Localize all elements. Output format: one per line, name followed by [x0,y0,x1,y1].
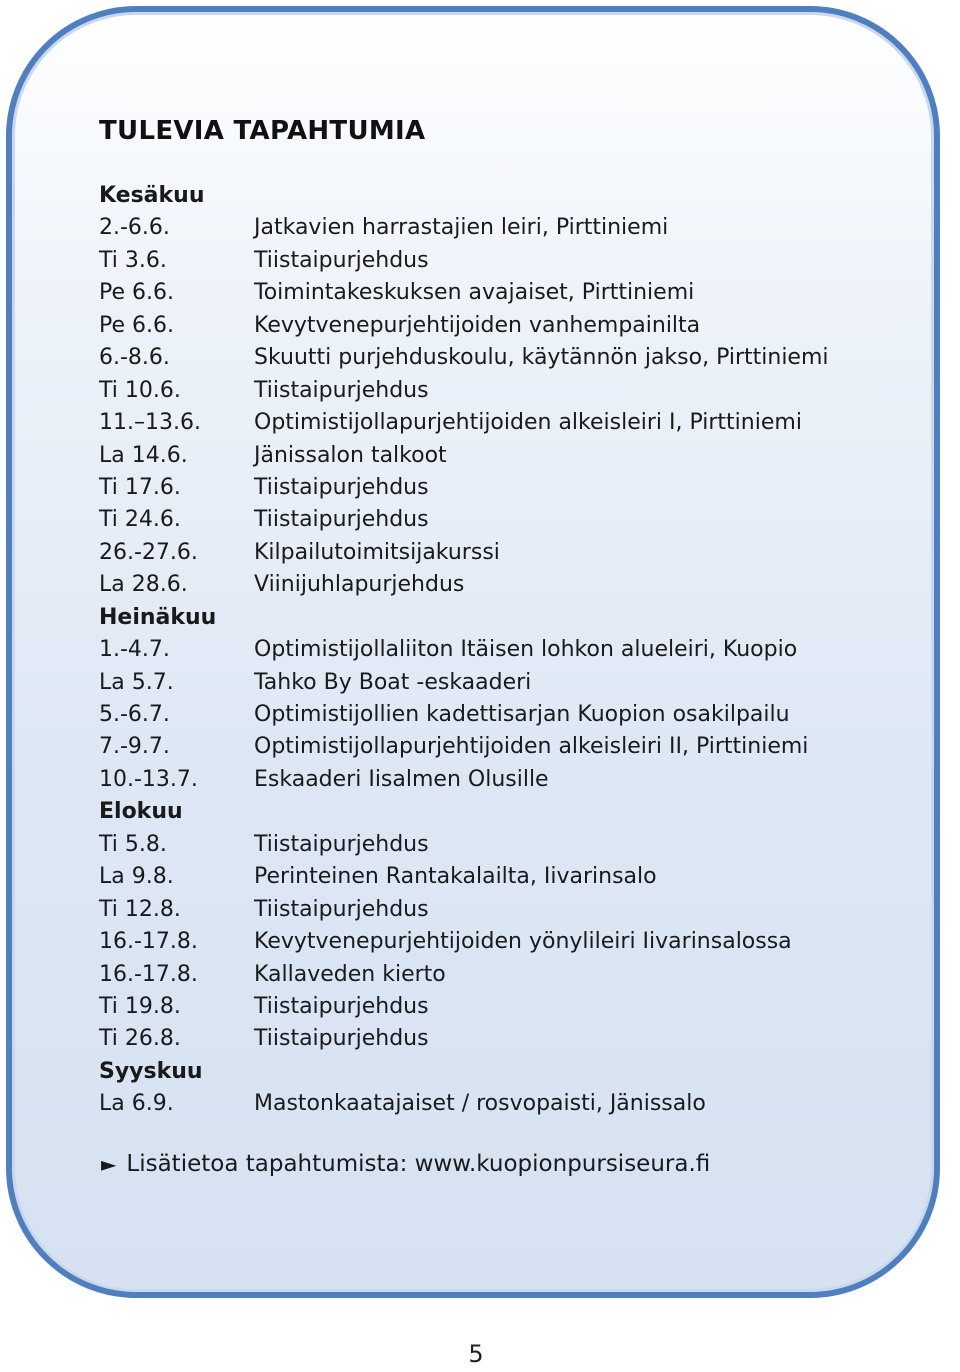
event-date: La 9.8. [99,864,174,890]
event-row [99,440,899,472]
month-heading [99,796,899,828]
event-row [99,212,899,244]
event-row [99,764,899,796]
event-title: Kevytvenepurjehtijoiden yönylileiri Iivarinsalossa [254,929,792,955]
event-title: Tahko By Boat -eskaaderi [254,669,532,695]
event-row [99,1088,899,1120]
event-date: Ti 3.6. [99,247,167,273]
event-title: Eskaaderi Iisalmen Olusille [254,766,549,792]
event-date: Ti 19.8. [99,993,181,1019]
more-info-url[interactable]: www.kuopionpursiseura.fi [414,1151,711,1177]
event-title: Viinijuhlapurjehdus [254,572,465,598]
event-row [99,310,899,342]
event-date: Ti 17.6. [99,474,181,500]
event-date: La 14.6. [99,442,188,468]
event-title: Kevytvenepurjehtijoiden vanhempainilta [254,312,701,338]
event-date: La 5.7. [99,669,174,695]
event-title: Tiistaipurjehdus [254,1026,429,1052]
month-name: Kesäkuu [99,183,205,208]
triangle-right-icon: ► [101,1152,117,1176]
month-name: Elokuu [99,799,183,825]
month-heading [99,1056,899,1088]
event-date: Ti 12.8. [99,896,181,922]
month-heading [99,602,899,634]
event-row [99,472,899,504]
event-row [99,829,899,861]
month-heading [99,180,899,212]
event-row [99,699,899,731]
event-title: Perinteinen Rantakalailta, Iivarinsalo [254,864,657,890]
event-date: 6.-8.6. [99,345,170,371]
event-date: Ti 26.8. [99,1026,181,1052]
event-date: La 28.6. [99,572,188,598]
event-row [99,569,899,601]
month-name: Heinäkuu [99,604,217,630]
event-row [99,959,899,991]
event-row [99,861,899,893]
event-date: Pe 6.6. [99,280,174,306]
event-row [99,894,899,926]
event-title: Kilpailutoimitsijakurssi [254,539,500,565]
event-date: La 6.9. [99,1091,174,1117]
event-title: Tiistaipurjehdus [254,247,429,273]
event-date: Ti 10.6. [99,377,181,403]
event-date: 2.-6.6. [99,215,170,241]
event-title: Tiistaipurjehdus [254,831,429,857]
event-row [99,991,899,1023]
event-row [99,926,899,958]
event-row [99,342,899,374]
event-date: 16.-17.8. [99,929,198,955]
event-list [99,180,899,1121]
event-date: 26.-27.6. [99,539,198,565]
event-title: Jänissalon talkoot [254,442,447,468]
event-title: Tiistaipurjehdus [254,896,429,922]
event-row [99,407,899,439]
event-title: Mastonkaatajaiset / rosvopaisti, Jänissalo [254,1091,706,1117]
event-row [99,731,899,763]
event-date: 5.-6.7. [99,702,170,727]
event-title: Kallaveden kierto [254,961,446,987]
event-row [99,1023,899,1055]
event-title: Skuutti purjehduskoulu, käytännön jakso, Pirttiniemi [254,345,829,371]
event-title: Optimistijollaliiton Itäisen lohkon alueleiri, Kuopio [254,637,798,663]
event-title: Optimistijollien kadettisarjan Kuopion osakilpailu [254,702,790,727]
more-info [101,1151,710,1177]
event-date: Ti 24.6. [99,507,181,533]
event-title: Tiistaipurjehdus [254,474,429,500]
event-row [99,504,899,536]
event-date: Ti 5.8. [99,831,167,857]
event-title: Optimistijollapurjehtijoiden alkeisleiri I, Pirttiniemi [254,410,802,436]
event-date: Pe 6.6. [99,312,174,338]
event-title: Tiistaipurjehdus [254,993,429,1019]
event-date: 11.–13.6. [99,410,201,436]
event-title: Tiistaipurjehdus [254,377,429,403]
event-row [99,277,899,309]
event-row [99,667,899,699]
more-info-label: Lisätietoa tapahtumista: [126,1151,408,1177]
page-number: 5 [468,1340,484,1368]
event-date: 10.-13.7. [99,766,198,792]
event-row [99,245,899,277]
month-name: Syyskuu [99,1058,203,1084]
page-title: TULEVIA TAPAHTUMIA [99,116,426,146]
event-row [99,634,899,666]
event-date: 1.-4.7. [99,637,170,663]
event-title: Jatkavien harrastajien leiri, Pirttiniemi [254,215,669,241]
event-date: 7.-9.7. [99,734,170,760]
event-title: Toimintakeskuksen avajaiset, Pirttiniemi [254,280,695,306]
event-date: 16.-17.8. [99,961,198,987]
event-row [99,375,899,407]
event-row [99,537,899,569]
event-title: Optimistijollapurjehtijoiden alkeisleiri II, Pirttiniemi [254,734,809,760]
event-title: Tiistaipurjehdus [254,507,429,533]
